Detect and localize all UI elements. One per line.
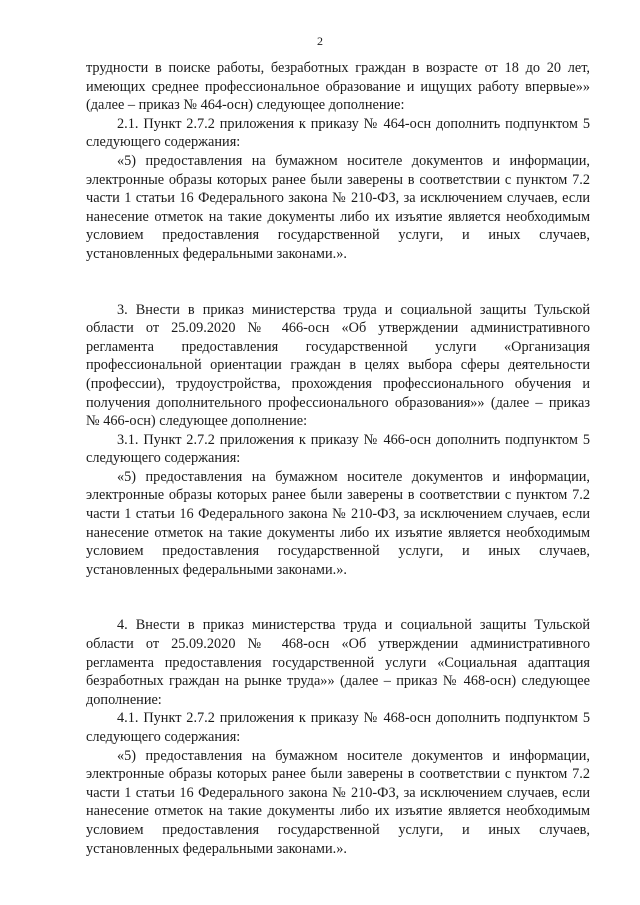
paragraph-intro-continuation: трудности в поиске работы, безработных граждан в возрасте от 18 до 20 лет, имеющих среднее профессиональное образование и ищущих работу впервые»» (далее – приказ № 464-осн) следующее дополнение: xyxy=(86,60,590,114)
page-number: 2 xyxy=(317,34,323,48)
paragraph-gap xyxy=(86,579,590,616)
paragraph-4-1-quote: «5) предоставления на бумажном носителе документов и информации, электронные образы которых ранее были заверены в соответствии с пунктом 7.2 части 1 статьи 16 Федерального закона № 210-ФЗ, за исключением случаев, если нанесение отметок на такие документы либо их изъятие является необходимым условием предоставления государственной услуги, и иных случаев, установленных федеральными законами.». xyxy=(86,747,590,857)
paragraph-4: 4. Внести в приказ министерства труда и социальной защиты Тульской области от 25.09.2020 № 468-осн «Об утверждении административного регламента предоставления государственной услуги «Социальная адаптация безработных граждан на рынке труда»» (далее – приказ № 468-осн) следующее дополнение: xyxy=(86,617,590,708)
paragraph-3: 3. Внести в приказ министерства труда и социальной защиты Тульской области от 25.09.2020 № 466-осн «Об утверждении административного регламента предоставления государственной услуги «Организация профессиональной ориентации граждан в целях выбора сферы деятельности (профессии), трудоустройства, прохождения профессионального обучения и получения дополнительного профессионального образования»» (далее – приказ № 466-осн) следующее дополнение: xyxy=(86,301,590,430)
document-body xyxy=(86,59,590,858)
paragraph-3-1-quote: «5) предоставления на бумажном носителе документов и информации, электронные образы которых ранее были заверены в соответствии с пунктом 7.2 части 1 статьи 16 Федерального закона № 210-ФЗ, за исключением случаев, если нанесение отметок на такие документы либо их изъятие является необходимым условием предоставления государственной услуги, и иных случаев, установленных федеральными законами.». xyxy=(86,468,590,578)
paragraph-4-1: 4.1. Пункт 2.7.2 приложения к приказу № 468-осн дополнить подпунктом 5 следующего содержания: xyxy=(86,710,590,745)
paragraph-gap xyxy=(86,264,590,301)
paragraph-3-1: 3.1. Пункт 2.7.2 приложения к приказу № 466-осн дополнить подпунктом 5 следующего содержания: xyxy=(86,431,590,467)
paragraph-2-1: 2.1. Пункт 2.7.2 приложения к приказу № 464-осн дополнить подпунктом 5 следующего содержания: xyxy=(86,115,590,151)
paragraph-2-1-quote: «5) предоставления на бумажном носителе документов и информации, электронные образы которых ранее были заверены в соответствии с пунктом 7.2 части 1 статьи 16 Федерального закона № 210-ФЗ, за исключением случаев, если нанесение отметок на такие документы либо их изъятие является необходимым условием предоставления государственной услуги, и иных случаев, установленных федеральными законами.». xyxy=(86,152,590,262)
